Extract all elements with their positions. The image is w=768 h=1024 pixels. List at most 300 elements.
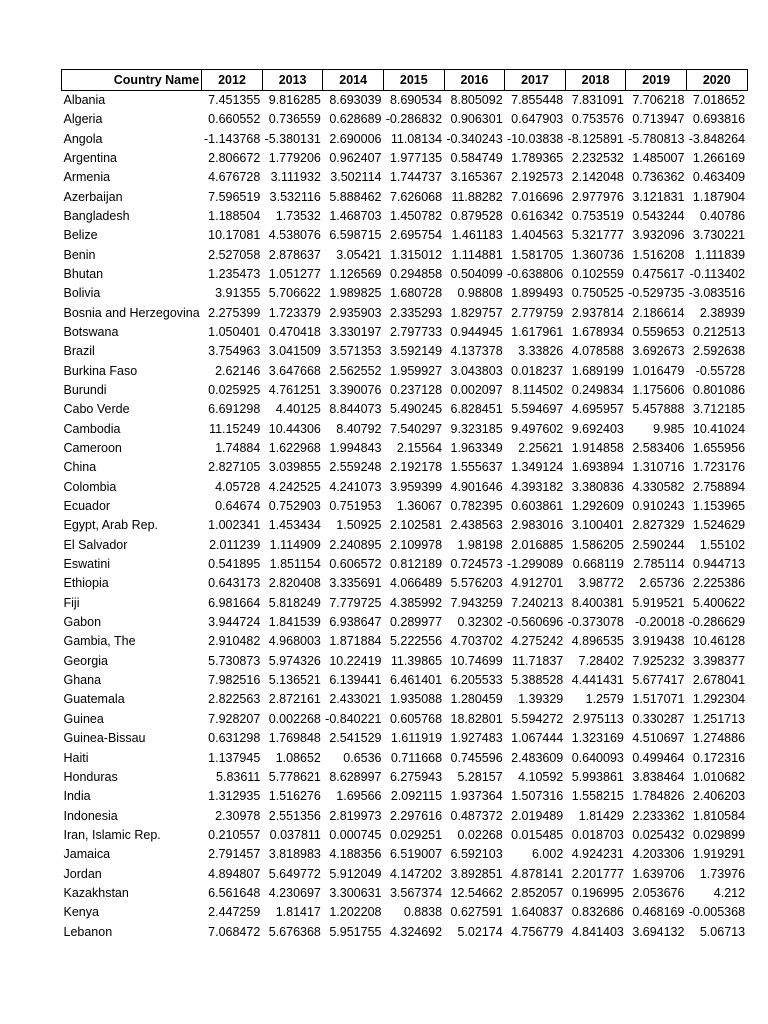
value-cell: 5.06713 — [699, 924, 746, 939]
country-name-cell: Argentina — [63, 150, 118, 165]
value-cell: 5.388528 — [511, 673, 564, 688]
country-name-cell: Algeria — [63, 112, 103, 127]
value-cell: 6.561648 — [208, 885, 261, 900]
value-cell: 0.910243 — [632, 499, 685, 514]
value-cell: 1.69566 — [336, 789, 382, 804]
value-cell: 5.321777 — [571, 228, 624, 243]
value-cell: 4.275242 — [511, 634, 564, 649]
value-cell: 1.841539 — [268, 615, 321, 630]
country-name-cell: Armenia — [63, 170, 111, 185]
value-cell: 0.906301 — [450, 112, 503, 127]
value-cell: 0.543244 — [632, 208, 685, 223]
value-cell: 2.559248 — [329, 460, 382, 475]
country-name-cell: Benin — [63, 247, 96, 262]
value-cell: 6.275943 — [389, 769, 443, 784]
value-cell: 7.779725 — [329, 595, 382, 610]
country-name-cell: China — [63, 460, 97, 475]
value-cell: 0.499464 — [632, 750, 685, 765]
value-cell: 1.453434 — [268, 518, 321, 533]
value-cell: 3.041509 — [268, 344, 321, 359]
value-cell: 2.822563 — [208, 692, 261, 707]
value-cell: 1.39329 — [518, 692, 564, 707]
value-cell: 1.08652 — [275, 750, 321, 765]
table-row — [62, 748, 748, 767]
value-cell: 0.40786 — [699, 208, 746, 223]
value-cell: 3.300631 — [329, 885, 382, 900]
value-cell: 8.805092 — [450, 93, 503, 107]
value-cell: 3.932096 — [632, 228, 685, 243]
value-cell: 0.037811 — [269, 827, 321, 842]
value-cell: 9.816285 — [268, 93, 321, 107]
value-cell: 6.828451 — [450, 402, 503, 417]
value-cell: 1.851154 — [269, 557, 321, 572]
value-cell: 1.98198 — [457, 537, 503, 552]
value-cell: 7.982516 — [208, 673, 261, 688]
value-cell: 6.519007 — [389, 847, 443, 862]
value-cell: 0.724573 — [450, 557, 503, 572]
value-cell: 4.841403 — [571, 924, 624, 939]
value-cell: 7.240213 — [511, 595, 564, 610]
value-cell: -0.286629 — [688, 615, 746, 630]
value-cell: 0.237128 — [389, 382, 443, 397]
value-cell: 4.896535 — [571, 634, 624, 649]
value-cell: 3.91355 — [215, 286, 261, 301]
country-name-cell: Cabo Verde — [63, 402, 130, 417]
value-cell: 1.36067 — [396, 499, 443, 514]
value-cell: 1.617961 — [511, 324, 564, 339]
value-cell: 4.230697 — [268, 885, 321, 900]
table-row — [62, 187, 748, 206]
value-cell: 10.74699 — [450, 653, 503, 668]
table-row — [62, 303, 748, 322]
value-cell: 1.919291 — [692, 847, 746, 862]
value-cell: 1.789365 — [511, 150, 564, 165]
value-cell: 5.02174 — [457, 924, 503, 939]
country-name-cell: Cambodia — [63, 421, 121, 436]
value-cell: 1.188504 — [208, 208, 261, 223]
value-cell: -3.083516 — [688, 286, 746, 301]
value-cell: 1.2579 — [585, 692, 624, 707]
value-cell: 0.801086 — [692, 382, 746, 397]
value-cell: 0.330287 — [632, 711, 685, 726]
value-cell: 4.066489 — [389, 576, 443, 591]
value-cell: 0.605768 — [389, 711, 443, 726]
value-cell: 0.693816 — [692, 112, 746, 127]
table-row — [62, 845, 748, 864]
value-cell: 5.28157 — [457, 769, 503, 784]
value-cell: 1.010682 — [692, 769, 746, 784]
table-row — [62, 110, 748, 129]
value-cell: 3.330197 — [329, 324, 382, 339]
value-cell: 0.962407 — [329, 150, 382, 165]
value-cell: 2.15564 — [396, 441, 443, 456]
value-cell: 1.312935 — [208, 789, 261, 804]
value-cell: 1.349124 — [511, 460, 564, 475]
value-cell: 9.497602 — [511, 421, 564, 436]
value-cell: 1.829757 — [450, 305, 503, 320]
value-cell: 0.647903 — [511, 112, 564, 127]
value-cell: 2.678041 — [692, 673, 746, 688]
table-row — [62, 884, 748, 903]
value-cell: 5.576203 — [450, 576, 503, 591]
value-cell: 9.692403 — [571, 421, 624, 436]
value-cell: -0.20018 — [635, 615, 685, 630]
value-cell: 0.751953 — [329, 499, 382, 514]
value-cell: 2.142048 — [571, 170, 624, 185]
value-cell: 2.011239 — [209, 537, 261, 552]
value-cell: 2.192178 — [389, 460, 443, 475]
value-cell: 4.203306 — [632, 847, 685, 862]
data-table — [61, 69, 748, 942]
value-cell: 2.541529 — [329, 731, 382, 746]
value-cell: -0.005368 — [688, 905, 746, 920]
value-cell: 2.820408 — [268, 576, 321, 591]
value-cell: 0.812189 — [389, 557, 443, 572]
value-cell: 3.398377 — [692, 653, 746, 668]
value-cell: 1.114881 — [451, 247, 503, 262]
value-cell: 1.468703 — [329, 208, 382, 223]
value-cell: 7.451355 — [208, 93, 261, 107]
value-cell: 7.018652 — [692, 93, 746, 107]
value-cell: 0.210557 — [208, 827, 261, 842]
value-cell: 2.785114 — [633, 557, 685, 572]
table-row — [62, 91, 748, 111]
table-row — [62, 458, 748, 477]
value-cell: 1.235473 — [208, 266, 261, 281]
value-cell: 3.33826 — [518, 344, 564, 359]
value-cell: 4.10592 — [518, 769, 564, 784]
value-cell: 1.935088 — [389, 692, 443, 707]
table-row — [62, 323, 748, 342]
value-cell: 1.81417 — [275, 905, 321, 920]
value-cell: 3.892851 — [450, 866, 503, 881]
country-name-cell: Guinea — [63, 711, 104, 726]
value-cell: 5.136521 — [268, 673, 321, 688]
value-cell: 0.470418 — [268, 324, 321, 339]
table-row — [62, 497, 748, 516]
value-cell: 4.912701 — [511, 576, 564, 591]
value-cell: 5.730873 — [208, 653, 261, 668]
country-name-cell: Brazil — [63, 344, 95, 359]
table-row — [62, 129, 748, 148]
country-name-cell: Colombia — [63, 479, 117, 494]
value-cell: 2.30978 — [215, 808, 261, 823]
value-cell: 6.205533 — [450, 673, 503, 688]
value-cell: 5.400622 — [692, 595, 746, 610]
country-name-cell: El Salvador — [63, 537, 128, 552]
value-cell: -0.560696 — [506, 615, 564, 630]
value-cell: 1.507316 — [511, 789, 564, 804]
value-cell: -5.780813 — [628, 131, 685, 146]
value-cell: 0.102559 — [571, 266, 624, 281]
value-cell: 0.289977 — [389, 615, 443, 630]
value-cell: 0.944713 — [692, 557, 746, 572]
value-cell: 7.706218 — [632, 93, 685, 107]
value-cell: 1.274886 — [692, 731, 746, 746]
value-cell: 1.55102 — [699, 537, 746, 552]
value-cell: 5.457888 — [632, 402, 685, 417]
country-name-cell: Botswana — [63, 324, 119, 339]
value-cell: 2.053676 — [632, 885, 685, 900]
value-cell: 1.640837 — [511, 905, 564, 920]
value-cell: 1.779206 — [268, 150, 321, 165]
value-cell: 2.232532 — [571, 150, 624, 165]
value-cell: 8.628997 — [329, 769, 382, 784]
value-cell: 10.46128 — [692, 634, 746, 649]
country-name-cell: Ecuador — [63, 499, 111, 514]
value-cell: 7.831091 — [571, 93, 624, 107]
value-cell: 2.225386 — [692, 576, 746, 591]
value-cell: 1.202208 — [329, 905, 382, 920]
value-cell: 4.761251 — [268, 382, 321, 397]
value-cell: 3.390076 — [329, 382, 382, 397]
value-cell: 4.05728 — [215, 479, 261, 494]
value-cell: 2.551356 — [268, 808, 321, 823]
value-cell: 2.275399 — [208, 305, 261, 320]
header-year: 2012 — [202, 70, 263, 91]
value-cell: 4.878141 — [511, 866, 564, 881]
value-cell: 7.943259 — [450, 595, 503, 610]
value-cell: -5.380131 — [264, 131, 321, 146]
value-cell: 1.963349 — [450, 441, 503, 456]
value-cell: 2.935903 — [329, 305, 382, 320]
country-name-cell: Gabon — [63, 615, 102, 630]
header-year: 2020 — [686, 70, 747, 91]
value-cell: 2.690006 — [329, 131, 382, 146]
country-name-cell: Georgia — [63, 653, 108, 668]
value-cell: 4.924231 — [571, 847, 624, 862]
value-cell: 1.310716 — [632, 460, 685, 475]
value-cell: 10.22419 — [329, 653, 382, 668]
value-cell: 1.485007 — [632, 150, 685, 165]
value-cell: 9.323185 — [450, 421, 503, 436]
value-cell: 4.242525 — [268, 479, 321, 494]
value-cell: 3.335691 — [329, 576, 382, 591]
value-cell: 3.647668 — [268, 363, 321, 378]
value-cell: 12.54662 — [450, 885, 503, 900]
value-cell: -8.125891 — [567, 131, 624, 146]
value-cell: 1.50925 — [336, 518, 382, 533]
value-cell: 3.111932 — [270, 170, 321, 185]
value-cell: 1.871884 — [329, 634, 382, 649]
table-row — [62, 652, 748, 671]
table-row — [62, 768, 748, 787]
country-name-cell: Bangladesh — [63, 208, 130, 223]
header-year: 2019 — [626, 70, 687, 91]
value-cell: 5.649772 — [268, 866, 321, 881]
value-cell: 2.827105 — [208, 460, 261, 475]
value-cell: 2.38939 — [699, 305, 746, 320]
value-cell: 5.919521 — [632, 595, 685, 610]
value-cell: 1.067444 — [511, 731, 564, 746]
value-cell: 1.555637 — [450, 460, 503, 475]
value-cell: 2.975113 — [572, 711, 624, 726]
value-cell: 2.819973 — [329, 808, 382, 823]
value-cell: 9.985 — [653, 421, 685, 436]
country-name-cell: Eswatini — [63, 557, 111, 572]
table-row — [62, 342, 748, 361]
value-cell: 7.928207 — [208, 711, 261, 726]
value-cell: 4.385992 — [389, 595, 443, 610]
table-row — [62, 922, 748, 941]
value-cell: -0.529735 — [628, 286, 685, 301]
value-cell: 3.571353 — [329, 344, 382, 359]
value-cell: 1.784826 — [632, 789, 685, 804]
country-name-cell: Ghana — [63, 673, 102, 688]
value-cell: 2.852057 — [511, 885, 564, 900]
value-cell: 0.736559 — [268, 112, 321, 127]
value-cell: 6.981664 — [208, 595, 261, 610]
value-cell: 2.878637 — [268, 247, 321, 262]
value-cell: 4.241073 — [329, 479, 382, 494]
value-cell: 1.74884 — [215, 441, 261, 456]
value-cell: 5.222556 — [389, 634, 443, 649]
value-cell: 1.723379 — [268, 305, 321, 320]
value-cell: 10.44306 — [268, 421, 321, 436]
value-cell: 0.025432 — [632, 827, 685, 842]
value-cell: 0.603861 — [511, 499, 564, 514]
value-cell: 6.461401 — [389, 673, 443, 688]
table-row — [62, 516, 748, 535]
table-row — [62, 787, 748, 806]
country-name-cell: Jordan — [63, 866, 102, 881]
header-row — [62, 70, 748, 91]
value-cell: 0.631298 — [208, 731, 261, 746]
value-cell: 0.015485 — [511, 827, 564, 842]
value-cell: 0.018703 — [571, 827, 624, 842]
value-cell: 7.016696 — [511, 189, 564, 204]
country-name-cell: Albania — [63, 93, 106, 107]
value-cell: 0.879528 — [450, 208, 503, 223]
value-cell: 5.912049 — [329, 866, 382, 881]
value-cell: -0.340243 — [446, 131, 503, 146]
value-cell: 2.297616 — [389, 808, 443, 823]
value-cell: 18.82801 — [450, 711, 503, 726]
value-cell: 4.212 — [713, 885, 746, 900]
value-cell: 2.335293 — [389, 305, 443, 320]
value-cell: 5.706622 — [268, 286, 321, 301]
value-cell: 3.730221 — [692, 228, 746, 243]
value-cell: 11.08134 — [390, 131, 443, 146]
value-cell: 1.914858 — [571, 441, 624, 456]
country-name-cell: Indonesia — [63, 808, 118, 823]
value-cell: 5.778621 — [268, 769, 321, 784]
value-cell: 4.078588 — [571, 344, 624, 359]
table-row — [62, 632, 748, 651]
value-cell: 1.989825 — [329, 286, 382, 301]
value-cell: -0.113402 — [689, 266, 746, 281]
value-cell: 0.541895 — [208, 557, 261, 572]
value-cell: 8.690534 — [389, 93, 443, 107]
value-cell: 0.002097 — [450, 382, 503, 397]
value-cell: 0.628689 — [329, 112, 382, 127]
value-cell: 0.8838 — [403, 905, 443, 920]
value-cell: 6.598715 — [329, 228, 382, 243]
value-cell: 0.711668 — [390, 750, 443, 765]
value-cell: 0.475617 — [632, 266, 685, 281]
value-cell: 2.65736 — [639, 576, 685, 591]
country-name-cell: Guatemala — [63, 692, 125, 707]
value-cell: 1.639706 — [632, 866, 685, 881]
value-cell: 1.137945 — [208, 750, 261, 765]
table-row — [62, 361, 748, 380]
value-cell: 1.899493 — [511, 286, 564, 301]
value-cell: -0.638806 — [506, 266, 564, 281]
value-cell: 1.175606 — [632, 382, 685, 397]
country-name-cell: Burkina Faso — [63, 363, 138, 378]
value-cell: 4.695957 — [571, 402, 624, 417]
value-cell: 1.744737 — [389, 170, 443, 185]
country-name-cell: Lebanon — [63, 924, 113, 939]
value-cell: 1.251713 — [692, 711, 746, 726]
table-row — [62, 284, 748, 303]
value-cell: -0.373078 — [567, 615, 624, 630]
header-year: 2016 — [444, 70, 505, 91]
value-cell: 0.172316 — [692, 750, 746, 765]
value-cell: 7.626068 — [389, 189, 443, 204]
value-cell: 2.447259 — [208, 905, 261, 920]
value-cell: 3.754963 — [208, 344, 261, 359]
value-cell: 2.019489 — [511, 808, 564, 823]
value-cell: 4.756779 — [511, 924, 564, 939]
value-cell: 0.64674 — [215, 499, 261, 514]
value-cell: 0.32302 — [457, 615, 503, 630]
value-cell: 1.937364 — [450, 789, 503, 804]
value-cell: 3.121831 — [632, 189, 685, 204]
value-cell: 2.092115 — [390, 789, 443, 804]
value-cell: 0.029251 — [389, 827, 443, 842]
value-cell: -1.299089 — [506, 557, 564, 572]
value-cell: 0.753576 — [571, 112, 624, 127]
value-cell: 5.594272 — [511, 711, 564, 726]
value-cell: 6.002 — [531, 847, 564, 862]
value-cell: 0.643173 — [208, 576, 261, 591]
value-cell: 1.689199 — [571, 363, 624, 378]
table-row — [62, 168, 748, 187]
table-row — [62, 903, 748, 922]
value-cell: 0.487372 — [450, 808, 503, 823]
table-row — [62, 613, 748, 632]
value-cell: -1.143768 — [203, 131, 261, 146]
value-cell: 2.233362 — [632, 808, 685, 823]
value-cell: 1.517071 — [632, 692, 685, 707]
value-cell: 2.562552 — [329, 363, 382, 378]
table-row — [62, 806, 748, 825]
value-cell: 2.872161 — [268, 692, 321, 707]
value-cell: 11.88282 — [451, 189, 503, 204]
value-cell: 1.769848 — [268, 731, 321, 746]
value-cell: 5.974326 — [268, 653, 321, 668]
country-name-cell: Iran, Islamic Rep. — [63, 827, 161, 842]
value-cell: 1.266169 — [692, 150, 746, 165]
country-name-cell: Ethiopia — [63, 576, 109, 591]
value-cell: 5.490245 — [389, 402, 443, 417]
value-cell: 1.524629 — [692, 518, 746, 533]
value-cell: 3.712185 — [692, 402, 746, 417]
value-cell: 0.753519 — [571, 208, 624, 223]
country-name-cell: Cameroon — [63, 441, 122, 456]
value-cell: 8.114502 — [512, 382, 564, 397]
value-cell: 4.147202 — [389, 866, 443, 881]
country-name-cell: Fiji — [63, 595, 80, 610]
value-cell: 1.016479 — [632, 363, 685, 378]
value-cell: 1.994843 — [329, 441, 382, 456]
value-cell: 2.102581 — [389, 518, 443, 533]
table-body — [62, 91, 748, 942]
value-cell: 1.586205 — [571, 537, 624, 552]
value-cell: 1.111839 — [694, 247, 746, 262]
value-cell: 1.810584 — [692, 808, 746, 823]
